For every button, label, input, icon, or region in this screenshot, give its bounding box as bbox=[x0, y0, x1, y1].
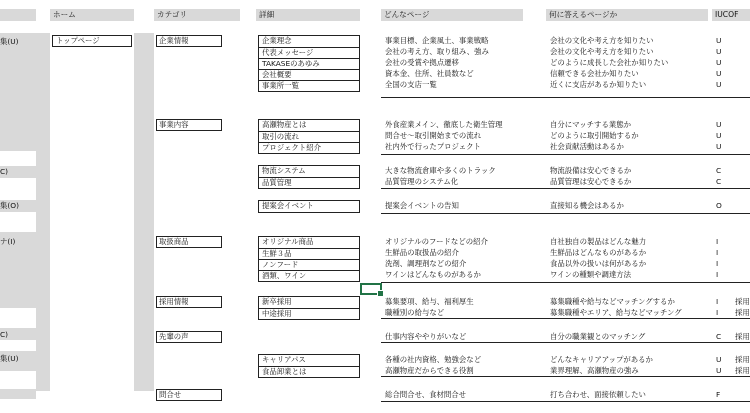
extra-cell: 採用 bbox=[735, 332, 750, 341]
detail-label: 提案会イベント bbox=[262, 201, 314, 210]
detail-cell[interactable] bbox=[259, 177, 359, 189]
question-cell: 生鮮品はどんなものがあるか bbox=[550, 248, 647, 257]
detail-cell[interactable] bbox=[259, 355, 359, 366]
iucof-cell: U bbox=[716, 355, 722, 364]
section-divider bbox=[381, 342, 750, 343]
page-type-cell: 社内外で行ったプロジェクト bbox=[385, 142, 481, 151]
question-cell: 自分の職業観とのマッチング bbox=[550, 332, 646, 341]
detail-stack-products bbox=[258, 236, 360, 282]
detail-label: オリジナル商品 bbox=[262, 237, 314, 246]
column-header-detail[interactable] bbox=[256, 9, 360, 21]
detail-cell[interactable] bbox=[259, 270, 359, 282]
active-cell-selection[interactable] bbox=[360, 283, 382, 295]
column-header-iucof[interactable] bbox=[712, 9, 750, 21]
gutter-a bbox=[36, 33, 50, 391]
page-type-cell: 職種別の給与など bbox=[385, 308, 445, 317]
iucof-cell: I bbox=[716, 270, 719, 279]
page-type-cell: 全国の支店一覧 bbox=[385, 80, 437, 89]
iucof-cell: I bbox=[716, 308, 719, 317]
detail-label: 事業所一覧 bbox=[262, 81, 299, 90]
question-cell: 品質管理は安心できるか bbox=[550, 177, 632, 186]
detail-label: キャリアパス bbox=[262, 355, 306, 364]
home-top-page-label: トップページ bbox=[56, 36, 100, 45]
question-cell: 自社独自の製品はどんな魅力 bbox=[550, 237, 647, 246]
detail-label: 生鮮３品 bbox=[262, 249, 292, 258]
category-label-company-info: 企業情報 bbox=[159, 36, 189, 45]
column-header-home[interactable] bbox=[50, 9, 134, 21]
detail-label: 品質管理 bbox=[262, 178, 292, 187]
page-type-cell: 品質管理のシステム化 bbox=[385, 177, 459, 186]
question-cell: 直接知る機会はあるか bbox=[550, 201, 624, 210]
category-label-business: 事業内容 bbox=[159, 120, 189, 129]
category-label-senior-voice: 先輩の声 bbox=[159, 332, 189, 341]
detail-cell[interactable] bbox=[259, 142, 359, 154]
iucof-cell: U bbox=[716, 58, 722, 67]
page-type-cell: 洗剤、調理剤などの紹介 bbox=[385, 259, 467, 268]
detail-label: 企業理念 bbox=[262, 36, 292, 45]
detail-stack-business bbox=[258, 119, 360, 154]
category-label-recruit: 採用情報 bbox=[159, 297, 189, 306]
iucof-cell: C bbox=[716, 332, 722, 341]
detail-label: ノンフード bbox=[262, 260, 299, 269]
detail-stack-logistics bbox=[258, 165, 360, 189]
iucof-cell: U bbox=[716, 131, 722, 140]
detail-label: 会社概要 bbox=[262, 70, 292, 79]
iucof-cell: F bbox=[716, 390, 721, 399]
extra-cell: 採用 bbox=[735, 366, 750, 375]
section-divider bbox=[381, 401, 750, 402]
extra-cell: 採用 bbox=[735, 297, 750, 306]
iucof-cell: C bbox=[716, 177, 722, 186]
detail-label: 中途採用 bbox=[262, 309, 292, 318]
page-type-cell: 提案会イベントの告知 bbox=[385, 201, 459, 210]
detail-cell[interactable] bbox=[259, 80, 359, 92]
column-header-page-type-label: どんなページ bbox=[384, 10, 430, 19]
category-label-products: 取扱商品 bbox=[159, 237, 189, 246]
section-divider bbox=[381, 318, 750, 319]
detail-cell[interactable] bbox=[259, 166, 359, 177]
iucof-cell: I bbox=[716, 237, 719, 246]
page-type-cell: ワインはどんなものがあるか bbox=[385, 270, 481, 279]
column-header-question-label: 何に答えるページか bbox=[549, 10, 618, 19]
detail-label: 取引の流れ bbox=[262, 132, 299, 141]
iucof-cell: O bbox=[716, 201, 722, 210]
detail-cell[interactable] bbox=[259, 36, 359, 47]
question-cell: どんなキャリアアップがあるか bbox=[550, 355, 653, 364]
question-cell: 会社の文化や考え方を知りたい bbox=[550, 36, 654, 45]
iucof-cell: U bbox=[716, 142, 722, 151]
group-label-6: 集(U) bbox=[0, 354, 19, 363]
fill-handle[interactable] bbox=[377, 290, 384, 297]
column-header-home-label: ホーム bbox=[53, 10, 76, 19]
section-divider bbox=[381, 188, 750, 189]
question-cell: 自分にマッチする業態か bbox=[550, 120, 632, 129]
group-label-2: C) bbox=[0, 167, 9, 176]
column-header-question[interactable] bbox=[546, 9, 708, 21]
question-cell: どのように成長した会社か知りたい bbox=[550, 58, 669, 67]
section-divider bbox=[381, 282, 750, 283]
column-header-detail-label: 詳細 bbox=[259, 10, 275, 19]
extra-cell: 採用 bbox=[735, 308, 750, 317]
detail-label: 物流システム bbox=[262, 166, 306, 175]
page-type-cell: 各種の社内資格、勉強会など bbox=[385, 355, 482, 364]
detail-stack-recruit bbox=[258, 296, 360, 320]
detail-cell[interactable] bbox=[259, 120, 359, 131]
page-type-cell: 総合問合せ、食材問合せ bbox=[385, 390, 467, 399]
section-divider bbox=[381, 376, 750, 377]
detail-label: 代表メッセージ bbox=[262, 48, 314, 57]
group-label-3: 集(O) bbox=[0, 201, 19, 210]
column-header-category[interactable] bbox=[154, 9, 240, 21]
question-cell: 打ち合わせ、面接依頼したい bbox=[550, 390, 646, 399]
detail-label: TAKASEのあゆみ bbox=[262, 59, 320, 68]
page-type-cell: 募集要項、給与、福利厚生 bbox=[385, 297, 474, 306]
question-cell: 会社の文化や考え方を知りたい bbox=[550, 47, 654, 56]
section-divider bbox=[381, 213, 750, 214]
group-label-5: C) bbox=[0, 330, 9, 339]
question-cell: 物流設備は安心できるか bbox=[550, 166, 632, 175]
column-header-category-label: カテゴリ bbox=[157, 10, 188, 19]
page-type-cell: 会社の受賞や拠点遷移 bbox=[385, 58, 459, 67]
question-cell: ワインの種類や調達方法 bbox=[550, 270, 632, 279]
detail-cell[interactable] bbox=[259, 308, 359, 320]
page-type-cell: 高瀬物産だからできる役割 bbox=[385, 366, 474, 375]
iucof-cell: I bbox=[716, 248, 719, 257]
column-header-page-type[interactable] bbox=[381, 9, 523, 21]
group-band-7 bbox=[0, 389, 36, 399]
page-type-cell: 生鮮品の取扱品の紹介 bbox=[385, 248, 459, 257]
gutter-home bbox=[134, 33, 154, 391]
section-divider bbox=[381, 154, 750, 155]
question-cell: 食品以外の扱いは何があるか bbox=[550, 259, 647, 268]
question-cell: 募集職種やエリア、給与などマッチング bbox=[550, 308, 682, 317]
page-type-cell: 外食産業メイン、徹底した衛生管理 bbox=[385, 120, 503, 129]
section-divider bbox=[381, 97, 750, 98]
detail-stack-career bbox=[258, 354, 360, 378]
question-cell: 信頼できる会社か知りたい bbox=[550, 69, 639, 78]
iucof-cell: I bbox=[716, 259, 719, 268]
detail-cell[interactable] bbox=[259, 297, 359, 308]
detail-cell[interactable] bbox=[259, 366, 359, 378]
iucof-cell: U bbox=[716, 69, 722, 78]
detail-label: 新卒採用 bbox=[262, 297, 292, 306]
detail-label: 酒類、ワイン bbox=[262, 271, 307, 280]
group-band-1 bbox=[0, 33, 36, 151]
iucof-cell: U bbox=[716, 47, 722, 56]
extra-cell: 採用 bbox=[735, 355, 750, 364]
page-type-cell: オリジナルのフードなどの紹介 bbox=[385, 237, 488, 246]
detail-stack-event bbox=[258, 200, 360, 213]
detail-label: 食品卸業とは bbox=[262, 367, 307, 376]
detail-label: 高瀬物産とは bbox=[262, 120, 307, 129]
detail-label: プロジェクト紹介 bbox=[262, 143, 321, 152]
detail-cell[interactable] bbox=[259, 237, 359, 248]
page-type-cell: 会社の考え方、取り組み、強み bbox=[385, 47, 489, 56]
column-header-a[interactable] bbox=[0, 9, 36, 21]
question-cell: 業界理解、高瀬物産の強み bbox=[550, 366, 639, 375]
iucof-cell: U bbox=[716, 80, 722, 89]
page-type-cell: 大きな物流倉庫や多くのトラック bbox=[385, 166, 496, 175]
group-label-4: ナ(I) bbox=[0, 237, 16, 246]
iucof-cell: I bbox=[716, 297, 719, 306]
page-type-cell: 資本金、住所、社員数など bbox=[385, 69, 474, 78]
iucof-cell: C bbox=[716, 166, 722, 175]
group-label-1: 集(U) bbox=[0, 37, 19, 46]
iucof-cell: U bbox=[716, 36, 722, 45]
iucof-cell: U bbox=[716, 120, 722, 129]
question-cell: 募集職種や給与などマッチングするか bbox=[550, 297, 675, 306]
question-cell: どのように取引開始するか bbox=[550, 131, 639, 140]
detail-stack-company bbox=[258, 35, 360, 92]
page-type-cell: 事業目標、企業風土、事業戦略 bbox=[385, 36, 489, 45]
iucof-cell: U bbox=[716, 366, 722, 375]
category-label-contact: 問合せ bbox=[159, 390, 182, 399]
column-header-iucof-label: IUCOF bbox=[715, 10, 739, 19]
page-type-cell: 問合せ〜取引開始までの流れ bbox=[385, 131, 482, 140]
question-cell: 近くに支店があるか知りたい bbox=[550, 80, 647, 89]
question-cell: 社会貢献活動はあるか bbox=[550, 142, 624, 151]
detail-cell[interactable] bbox=[259, 201, 359, 212]
page-type-cell: 仕事内容ややりがいなど bbox=[385, 332, 467, 341]
